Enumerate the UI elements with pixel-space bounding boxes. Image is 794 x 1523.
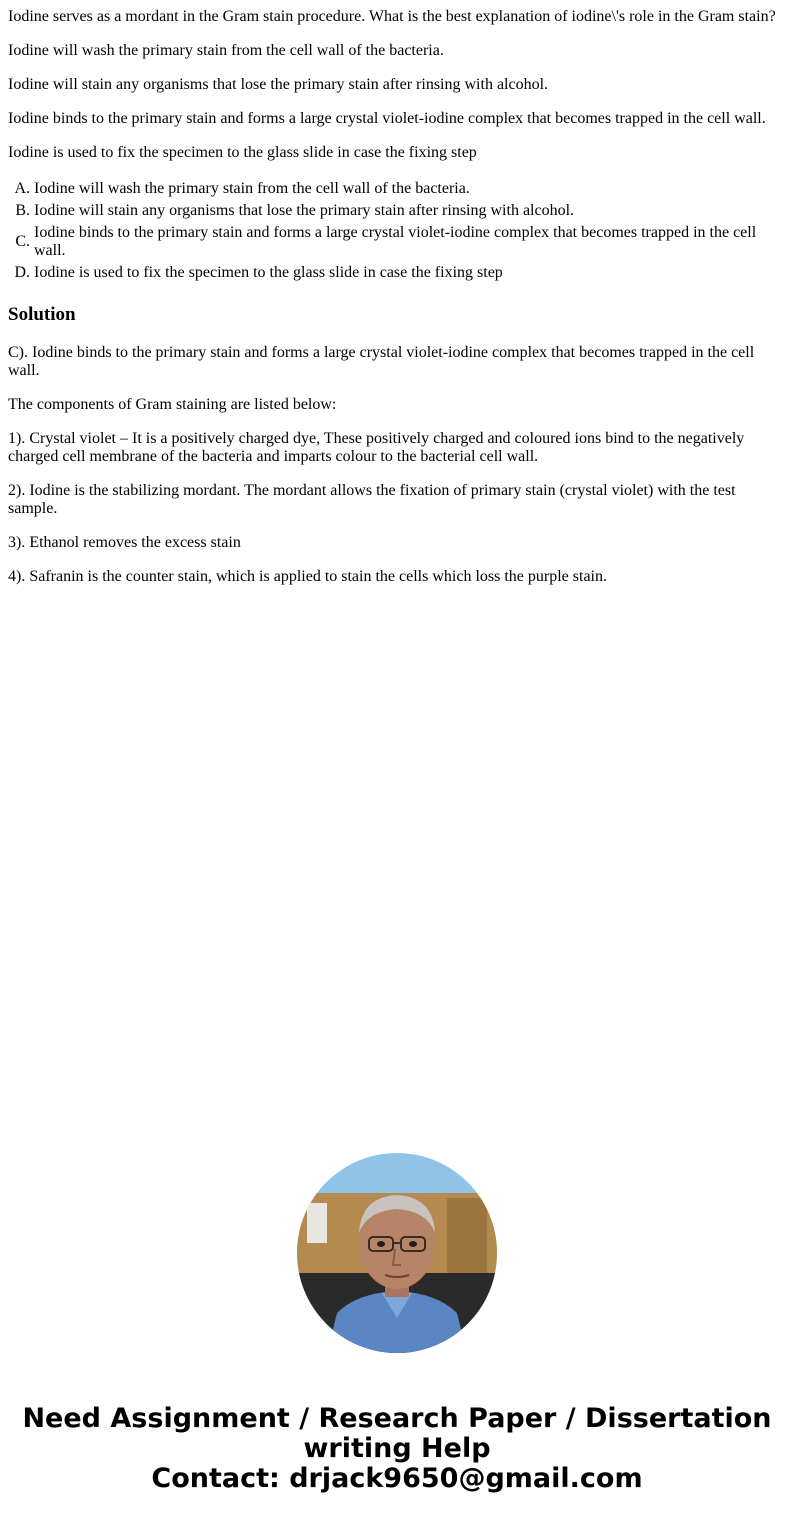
choice-text-d: Iodine is used to fix the specimen to the glass slide in case the fixing step xyxy=(8,144,477,161)
option-text: Iodine binds to the primary stain and forms a large crystal violet-iodine complex that becomes trapped in the cell wall. xyxy=(34,224,757,259)
person-portrait-icon xyxy=(297,1153,497,1353)
solution-step-3: 3). Ethanol removes the excess stain xyxy=(8,534,241,551)
option-letter: B. xyxy=(15,202,30,219)
solution-step-1: 1). Crystal violet – It is a positively charged dye, These positively charged and coloured ions bind to the negatively charged cell membrane of the bacteria and imparts colour to the bacterial cell wall. xyxy=(8,430,745,465)
option-b xyxy=(8,202,786,220)
solution-step-4: 4). Safranin is the counter stain, which is applied to stain the cells which loss the purple stain. xyxy=(8,568,607,585)
option-c xyxy=(8,224,786,260)
solution-intro: The components of Gram staining are listed below: xyxy=(8,396,337,413)
promo-footer xyxy=(0,1404,794,1494)
solution-answer: C). Iodine binds to the primary stain and forms a large crystal violet-iodine complex that becomes trapped in the cell wall. xyxy=(8,344,755,379)
option-letter: C. xyxy=(15,233,30,250)
option-text: Iodine will stain any organisms that lose the primary stain after rinsing with alcohol. xyxy=(34,202,575,219)
option-text: Iodine is used to fix the specimen to the glass slide in case the fixing step xyxy=(34,264,503,281)
footer-contact: Contact: drjack9650@gmail.com xyxy=(151,1463,643,1494)
option-letter: D. xyxy=(14,264,30,281)
avatar xyxy=(297,1153,497,1353)
choice-text-c: Iodine binds to the primary stain and forms a large crystal violet-iodine complex that becomes trapped in the cell wall. xyxy=(8,110,766,127)
choice-text-b: Iodine will stain any organisms that lose the primary stain after rinsing with alcohol. xyxy=(8,76,549,93)
solution-body xyxy=(8,344,778,602)
document-body xyxy=(8,0,786,585)
option-text: Iodine will wash the primary stain from the cell wall of the bacteria. xyxy=(34,180,470,197)
answer-options-list xyxy=(8,180,786,282)
question-stem: Iodine serves as a mordant in the Gram stain procedure. What is the best explanation of iodine\'s role in the Gram stain? xyxy=(8,8,776,25)
solution-heading: Solution xyxy=(8,304,76,325)
solution-step-2: 2). Iodine is the stabilizing mordant. The mordant allows the fixation of primary stain (crystal violet) with the test sample. xyxy=(8,482,736,517)
footer-line-2: writing Help xyxy=(303,1433,491,1464)
option-a xyxy=(8,180,786,198)
option-letter: A. xyxy=(14,180,30,197)
option-d xyxy=(8,264,786,282)
choice-text-a: Iodine will wash the primary stain from the cell wall of the bacteria. xyxy=(8,42,444,59)
footer-line-1: Need Assignment / Research Paper / Dissertation xyxy=(22,1403,772,1434)
